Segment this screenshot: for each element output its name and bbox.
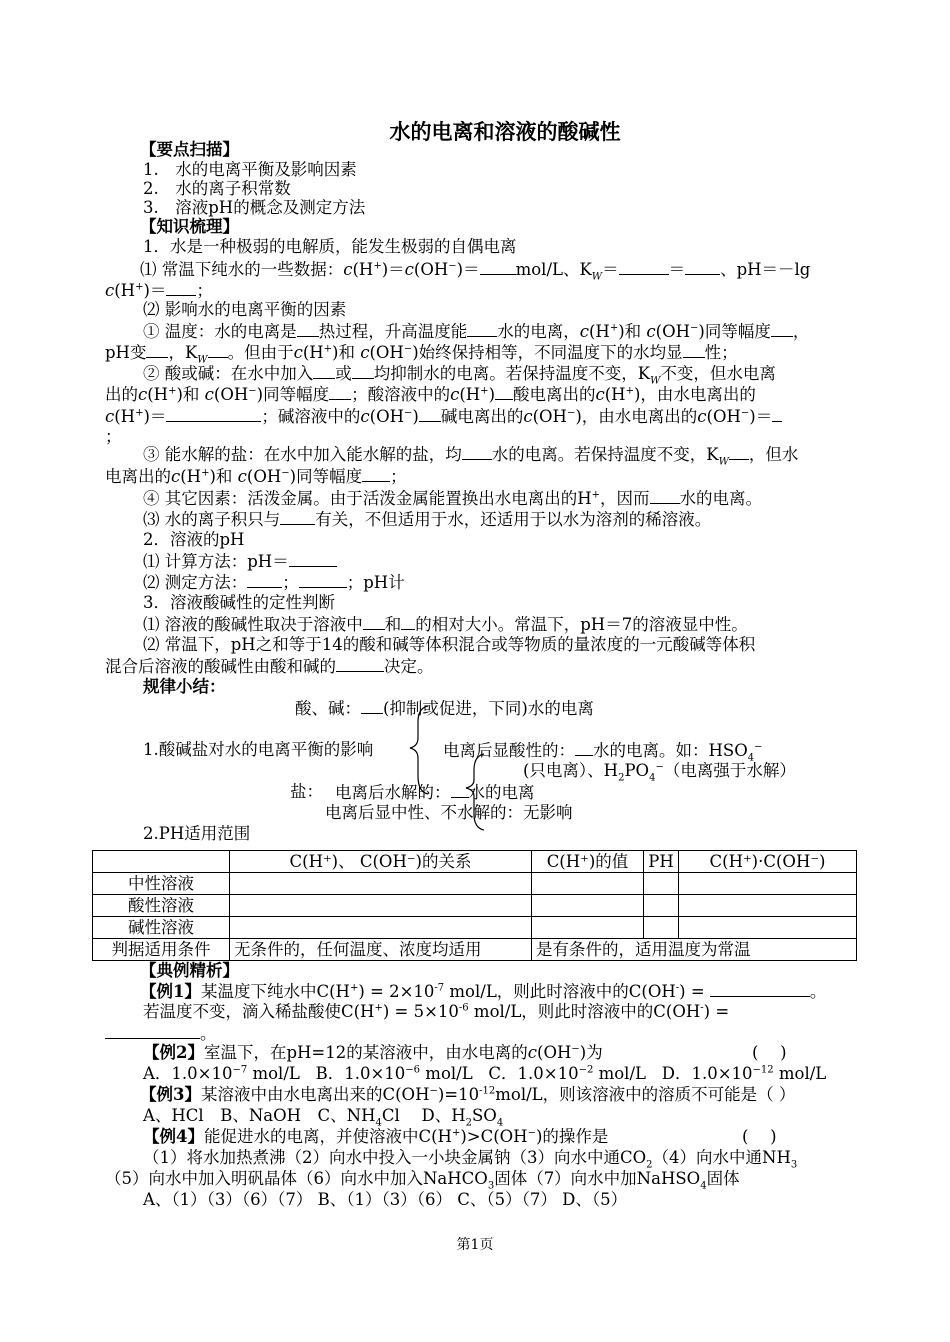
table-header-row bbox=[93, 851, 857, 873]
knowledge-line: 2．溶液的pH bbox=[143, 530, 245, 549]
knowledge-line: 3．溶液酸碱性的定性判断 bbox=[143, 593, 335, 612]
knowledge-line: ③ 能水解的盐：在水中加入能水解的盐，均 水的电离。若保持温度不变，$K_W$ ，但水 bbox=[143, 445, 799, 468]
table-cell bbox=[679, 917, 857, 939]
example-4-answer-paren: ( ) bbox=[742, 1127, 777, 1146]
table-cell bbox=[230, 895, 532, 917]
knowledge-line: ⑵ 常温下，pH之和等于14的酸和碱等体积混合或等物质的量浓度的一元酸碱等体积 bbox=[143, 635, 756, 654]
example-3-options: A、HCl B、NaOH C、$NH_4Cl$ D、$H_2SO_4$ bbox=[143, 1106, 504, 1129]
table-row bbox=[93, 939, 857, 961]
table-row-label: 判据适用条件 bbox=[93, 939, 230, 961]
rule-salt-label: 盐： bbox=[290, 782, 323, 801]
table-header-product: C(H⁺)·C(OH⁻) bbox=[679, 851, 857, 873]
knowledge-line: pH变 ，$K_W$ 。但由于c(H+)和 c(OH−)始终保持相等，不同温度下的水均显 性； bbox=[105, 343, 738, 366]
example-4-items-line-1: （1）将水加热煮沸（2）向水中投入一小块金属钠（3）向水中通$CO_2(4)$向水中通$NH_3$ bbox=[143, 1148, 798, 1171]
knowledge-line: 出的c(H+)和 c(OH−)同等幅度 ；酸溶液中的c(H+) 酸电离出的c(H+)，由水电离出的 bbox=[105, 385, 756, 404]
example-3: 【例3】某溶液中由水电离出来的$C(OH^-)=10^{-12}mol/L$，则该溶液中的溶质不可能是（ ） bbox=[140, 1085, 796, 1104]
example-1-cont: 若温度不变，滴入稀盐酸使$C(H^+) = 5\times 10^{-6}$ mol/L，则此时溶液中的C(OH-) = bbox=[143, 1002, 730, 1021]
table-condition-a: 无条件的，任何温度、浓度均适用 bbox=[230, 939, 532, 961]
table-cell bbox=[679, 895, 857, 917]
table-row-label: 碱性溶液 bbox=[93, 917, 230, 939]
brace-salt bbox=[466, 754, 484, 830]
knowledge-line: ⑶ 水的离子积只与 有关，不但适用于水，还适用于以水为溶剂的稀溶液。 bbox=[143, 510, 712, 529]
knowledge-line: ⑵ 测定方法： ； ；pH计 bbox=[143, 573, 405, 592]
table-row-label: 中性溶液 bbox=[93, 873, 230, 895]
example-4-options: A、（1）（3）（6）（7） B、（1）（3）（6） C、（5）（7） D、（5） bbox=[143, 1190, 628, 1209]
knowledge-line: 电离出的c(H+)和 c(OH−)同等幅度 ； bbox=[105, 467, 407, 486]
section-heading-knowledge: 【知识梳理】 bbox=[140, 217, 239, 236]
knowledge-line: c(H+)＝ ； bbox=[105, 281, 213, 300]
knowledge-line: ① 温度：水的电离是 热过程，升高温度能 水的电离，c(H+)和 c(OH−)同等幅度 ， bbox=[143, 322, 810, 341]
table-cell bbox=[532, 895, 644, 917]
knowledge-line: ⑴ 常温下纯水的一些数据：c(H+)＝c(OH−)＝ mol/L、$K_W=$ ＝ 、pH＝－lg bbox=[140, 260, 811, 283]
key-point-3: 3. 溶液pH的概念及测定方法 bbox=[143, 198, 366, 217]
page-number: 第1页 bbox=[456, 1237, 494, 1253]
key-point-1: 1. 水的电离平衡及影响因素 bbox=[143, 160, 357, 179]
example-1: 【例1】某温度下纯水中$C(H^+) = 2\times 10^{-7}$ mol/L，则此时溶液中的C(OH-) = 。 bbox=[140, 982, 827, 1001]
knowledge-line: ⑴ 溶液的酸碱性取决于溶液中 和 的相对大小。常温下，pH＝7的溶液显中性。 bbox=[143, 615, 748, 634]
brace-main bbox=[410, 706, 428, 794]
knowledge-line: c(H+)＝ ；碱溶液中的c(OH−) 碱电离出的c(OH−)，由水电离出的c(OH−)＝ bbox=[105, 406, 782, 427]
table-cell bbox=[644, 895, 679, 917]
table-header-h-value: C(H⁺)的值 bbox=[532, 851, 644, 873]
knowledge-line: ⑴ 计算方法：pH＝ bbox=[143, 551, 337, 572]
rule-summary-heading: 规律小结： bbox=[143, 677, 226, 696]
section-heading-examples: 【典例精析】 bbox=[140, 961, 239, 980]
ph-range-table bbox=[92, 850, 857, 961]
table-header-relation: C(H⁺)、 C(OH⁻)的关系 bbox=[230, 851, 532, 873]
page-title: 水的电离和溶液的酸碱性 bbox=[389, 120, 621, 144]
example-2-answer-paren: ( ) bbox=[752, 1043, 787, 1062]
table-row bbox=[93, 873, 857, 895]
rule-ionize-acidic: 电离后显酸性的： 水的电离。如：$HSO_4^-$ bbox=[443, 741, 763, 764]
example-4: 【例4】能促进水的电离，并使溶液中C(H+)>C(OH−)的操作是 bbox=[143, 1127, 609, 1146]
example-2: 【例2】室温下，在pH=12的某溶液中，由水电离的c(OH−)为 bbox=[143, 1043, 603, 1062]
rule-ionize-example: (只电离）、$H_2PO_4^-$（电离强于水解） bbox=[523, 761, 796, 784]
table-row bbox=[93, 895, 857, 917]
table-cell bbox=[644, 917, 679, 939]
table-cell bbox=[679, 873, 857, 895]
rule-ph-range: 2.PH适用范围 bbox=[143, 824, 251, 843]
example-1-blank: 。 bbox=[105, 1023, 217, 1044]
knowledge-line: 1．水是一种极弱的电解质，能发生极弱的自偶电离 bbox=[143, 237, 517, 256]
rule-neutral: 电离后显中性、不水解的：无影响 bbox=[325, 803, 573, 822]
table-cell bbox=[230, 873, 532, 895]
knowledge-line: ； bbox=[105, 427, 122, 446]
knowledge-line: ② 酸或碱：在水中加入 或 均抑制水的电离。若保持温度不变，$K_W$不变，但水电离 bbox=[143, 364, 776, 387]
example-2-options: A．$1.0\times 10^{-7}$ mol/L B．$1.0\times 10^{-6}$ mol/L C．$1.0\times 10^{-2}$ mol/L D．$1.0\times 10^{-12}$ mol/L bbox=[143, 1064, 827, 1083]
table-cell bbox=[644, 873, 679, 895]
table-condition-b: 是有条件的，适用温度为常温 bbox=[532, 939, 857, 961]
knowledge-line: ④ 其它因素：活泼金属。由于活泼金属能置换出水电离出的H+，因而 水的电离。 bbox=[143, 489, 763, 508]
rule-hydrolysis: 电离后水解的： 水的电离 bbox=[335, 783, 535, 802]
example-4-items-line-2: （5）向水中加入明矾晶体（6）向水中加入NaHCO$_3$固体（7）向水中加NaHSO$_4$固体 bbox=[105, 1169, 740, 1192]
section-heading-key-points: 【要点扫描】 bbox=[140, 140, 239, 159]
knowledge-line: ⑵ 影响水的电离平衡的因素 bbox=[143, 300, 347, 319]
table-cell bbox=[532, 873, 644, 895]
table-cell bbox=[532, 917, 644, 939]
table-row-label: 酸性溶液 bbox=[93, 895, 230, 917]
rule-acid-base: 酸、碱： (抑制或促进，下同)水的电离 bbox=[295, 699, 594, 718]
knowledge-line: 混合后溶液的酸碱性由酸和碱的 决定。 bbox=[105, 657, 434, 676]
rule-main-label: 1.酸碱盐对水的电离平衡的影响 bbox=[143, 740, 374, 759]
table-cell bbox=[230, 917, 532, 939]
table-cell bbox=[93, 851, 230, 873]
table-header-ph: PH bbox=[644, 851, 679, 873]
table-row bbox=[93, 917, 857, 939]
key-point-2: 2. 水的离子积常数 bbox=[143, 179, 291, 198]
